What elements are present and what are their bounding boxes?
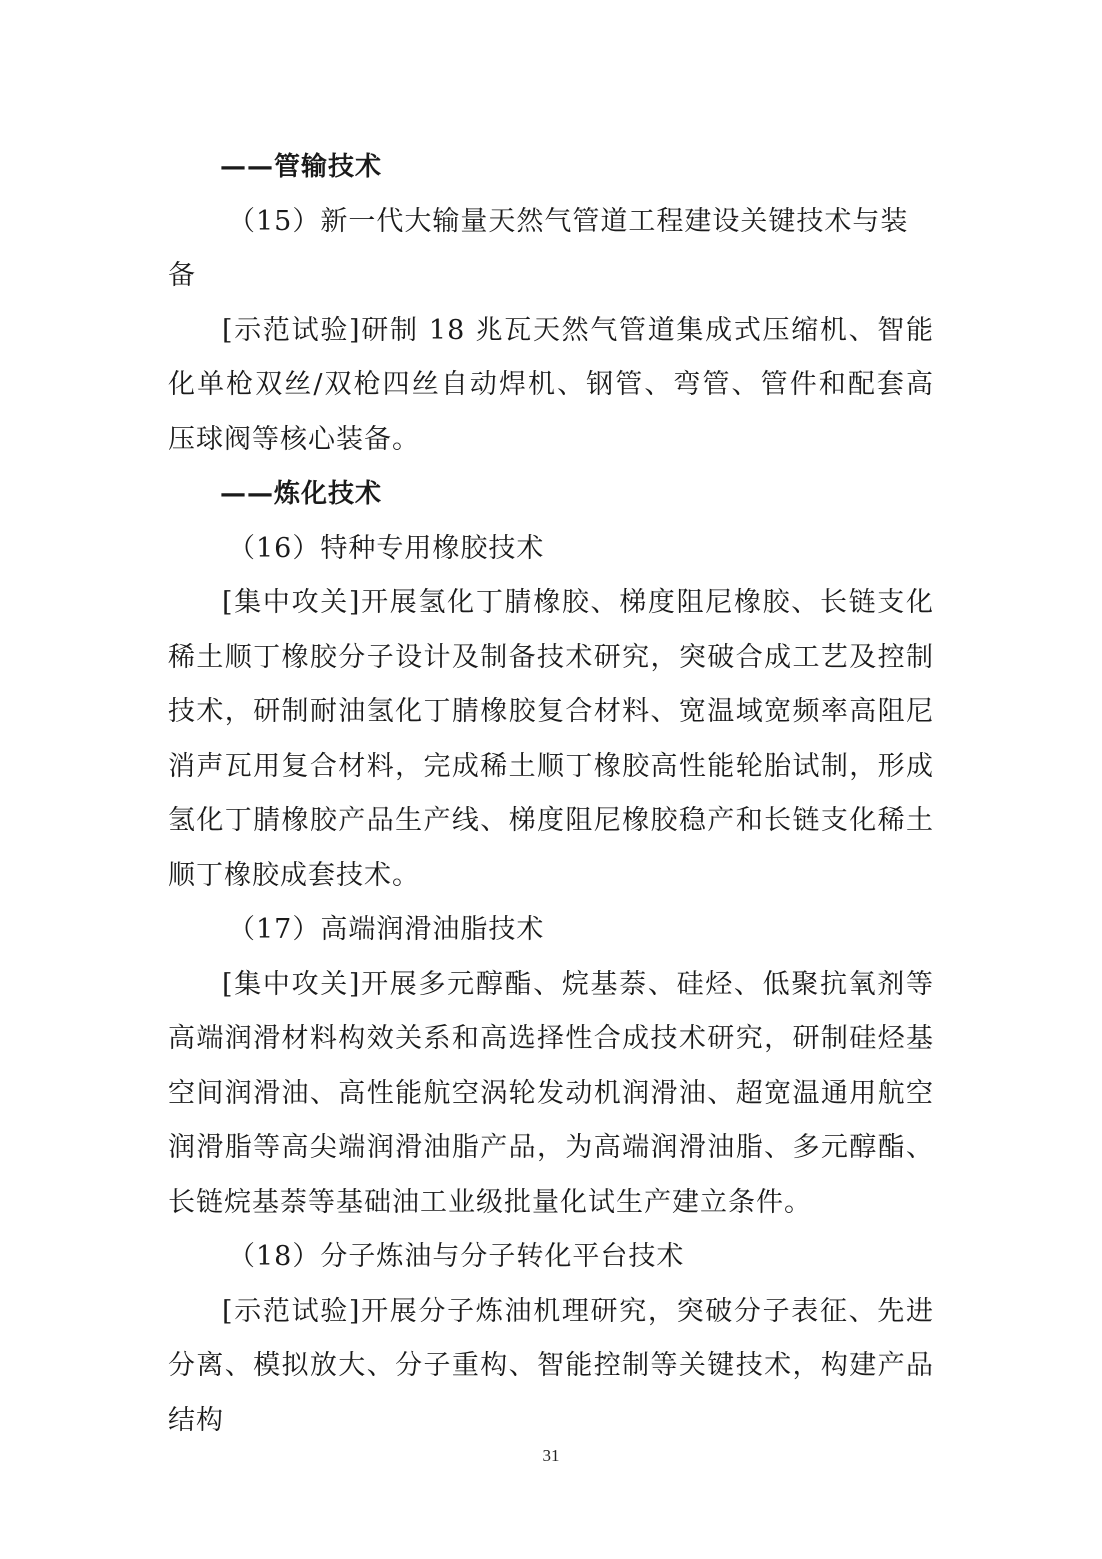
section-heading-pipeline: ——管输技术 xyxy=(220,152,383,182)
page-number: 31 xyxy=(542,1446,560,1465)
item-title-15: （15）新一代大输量天然气管道工程建设关键技术与装备 xyxy=(168,205,909,291)
item-body-18: [示范试验]开展分子炼油机理研究，突破分子表征、先进分离、模拟放大、分子重构、智能控制等关键技术，构建产品结构 xyxy=(168,1295,934,1436)
item-title-16: （16）特种专用橡胶技术 xyxy=(228,532,545,564)
item-title-17: （17）高端润滑油脂技术 xyxy=(228,914,545,945)
item-body-16: [集中攻关]开展氢化丁腈橡胶、梯度阻尼橡胶、长链支化稀土顺丁橡胶分子设计及制备技术研究，突破合成工艺及控制技术，研制耐油氢化丁腈橡胶复合材料、宽温域宽频率高阻尼消声瓦用复合材料，完成稀土顺丁橡胶高性能轮胎试制，形成氢化丁腈橡胶产品生产线、梯度阻尼橡胶稳产和长链支化稀土顺丁橡胶成套技术。 xyxy=(168,587,934,891)
section-heading-refining: ——炼化技术 xyxy=(220,479,383,509)
page-content xyxy=(168,140,934,1448)
item-body-17: [集中攻关]开展多元醇酯、烷基萘、硅烃、低聚抗氧剂等高端润滑材料构效关系和高选择性合成技术研究，研制硅烃基空间润滑油、高性能航空涡轮发动机润滑油、超宽温通用航空润滑脂等高尖端润滑油脂产品，为高端润滑油脂、多元醇酯、长链烷基萘等基础油工业级批量化试生产建立条件。 xyxy=(168,968,934,1218)
item-body-15: [示范试验]研制 18 兆瓦天然气管道集成式压缩机、智能化单枪双丝/双枪四丝自动焊机、钢管、弯管、管件和配套高压球阀等核心装备。 xyxy=(168,314,934,455)
item-title-18: （18）分子炼油与分子转化平台技术 xyxy=(228,1241,685,1272)
